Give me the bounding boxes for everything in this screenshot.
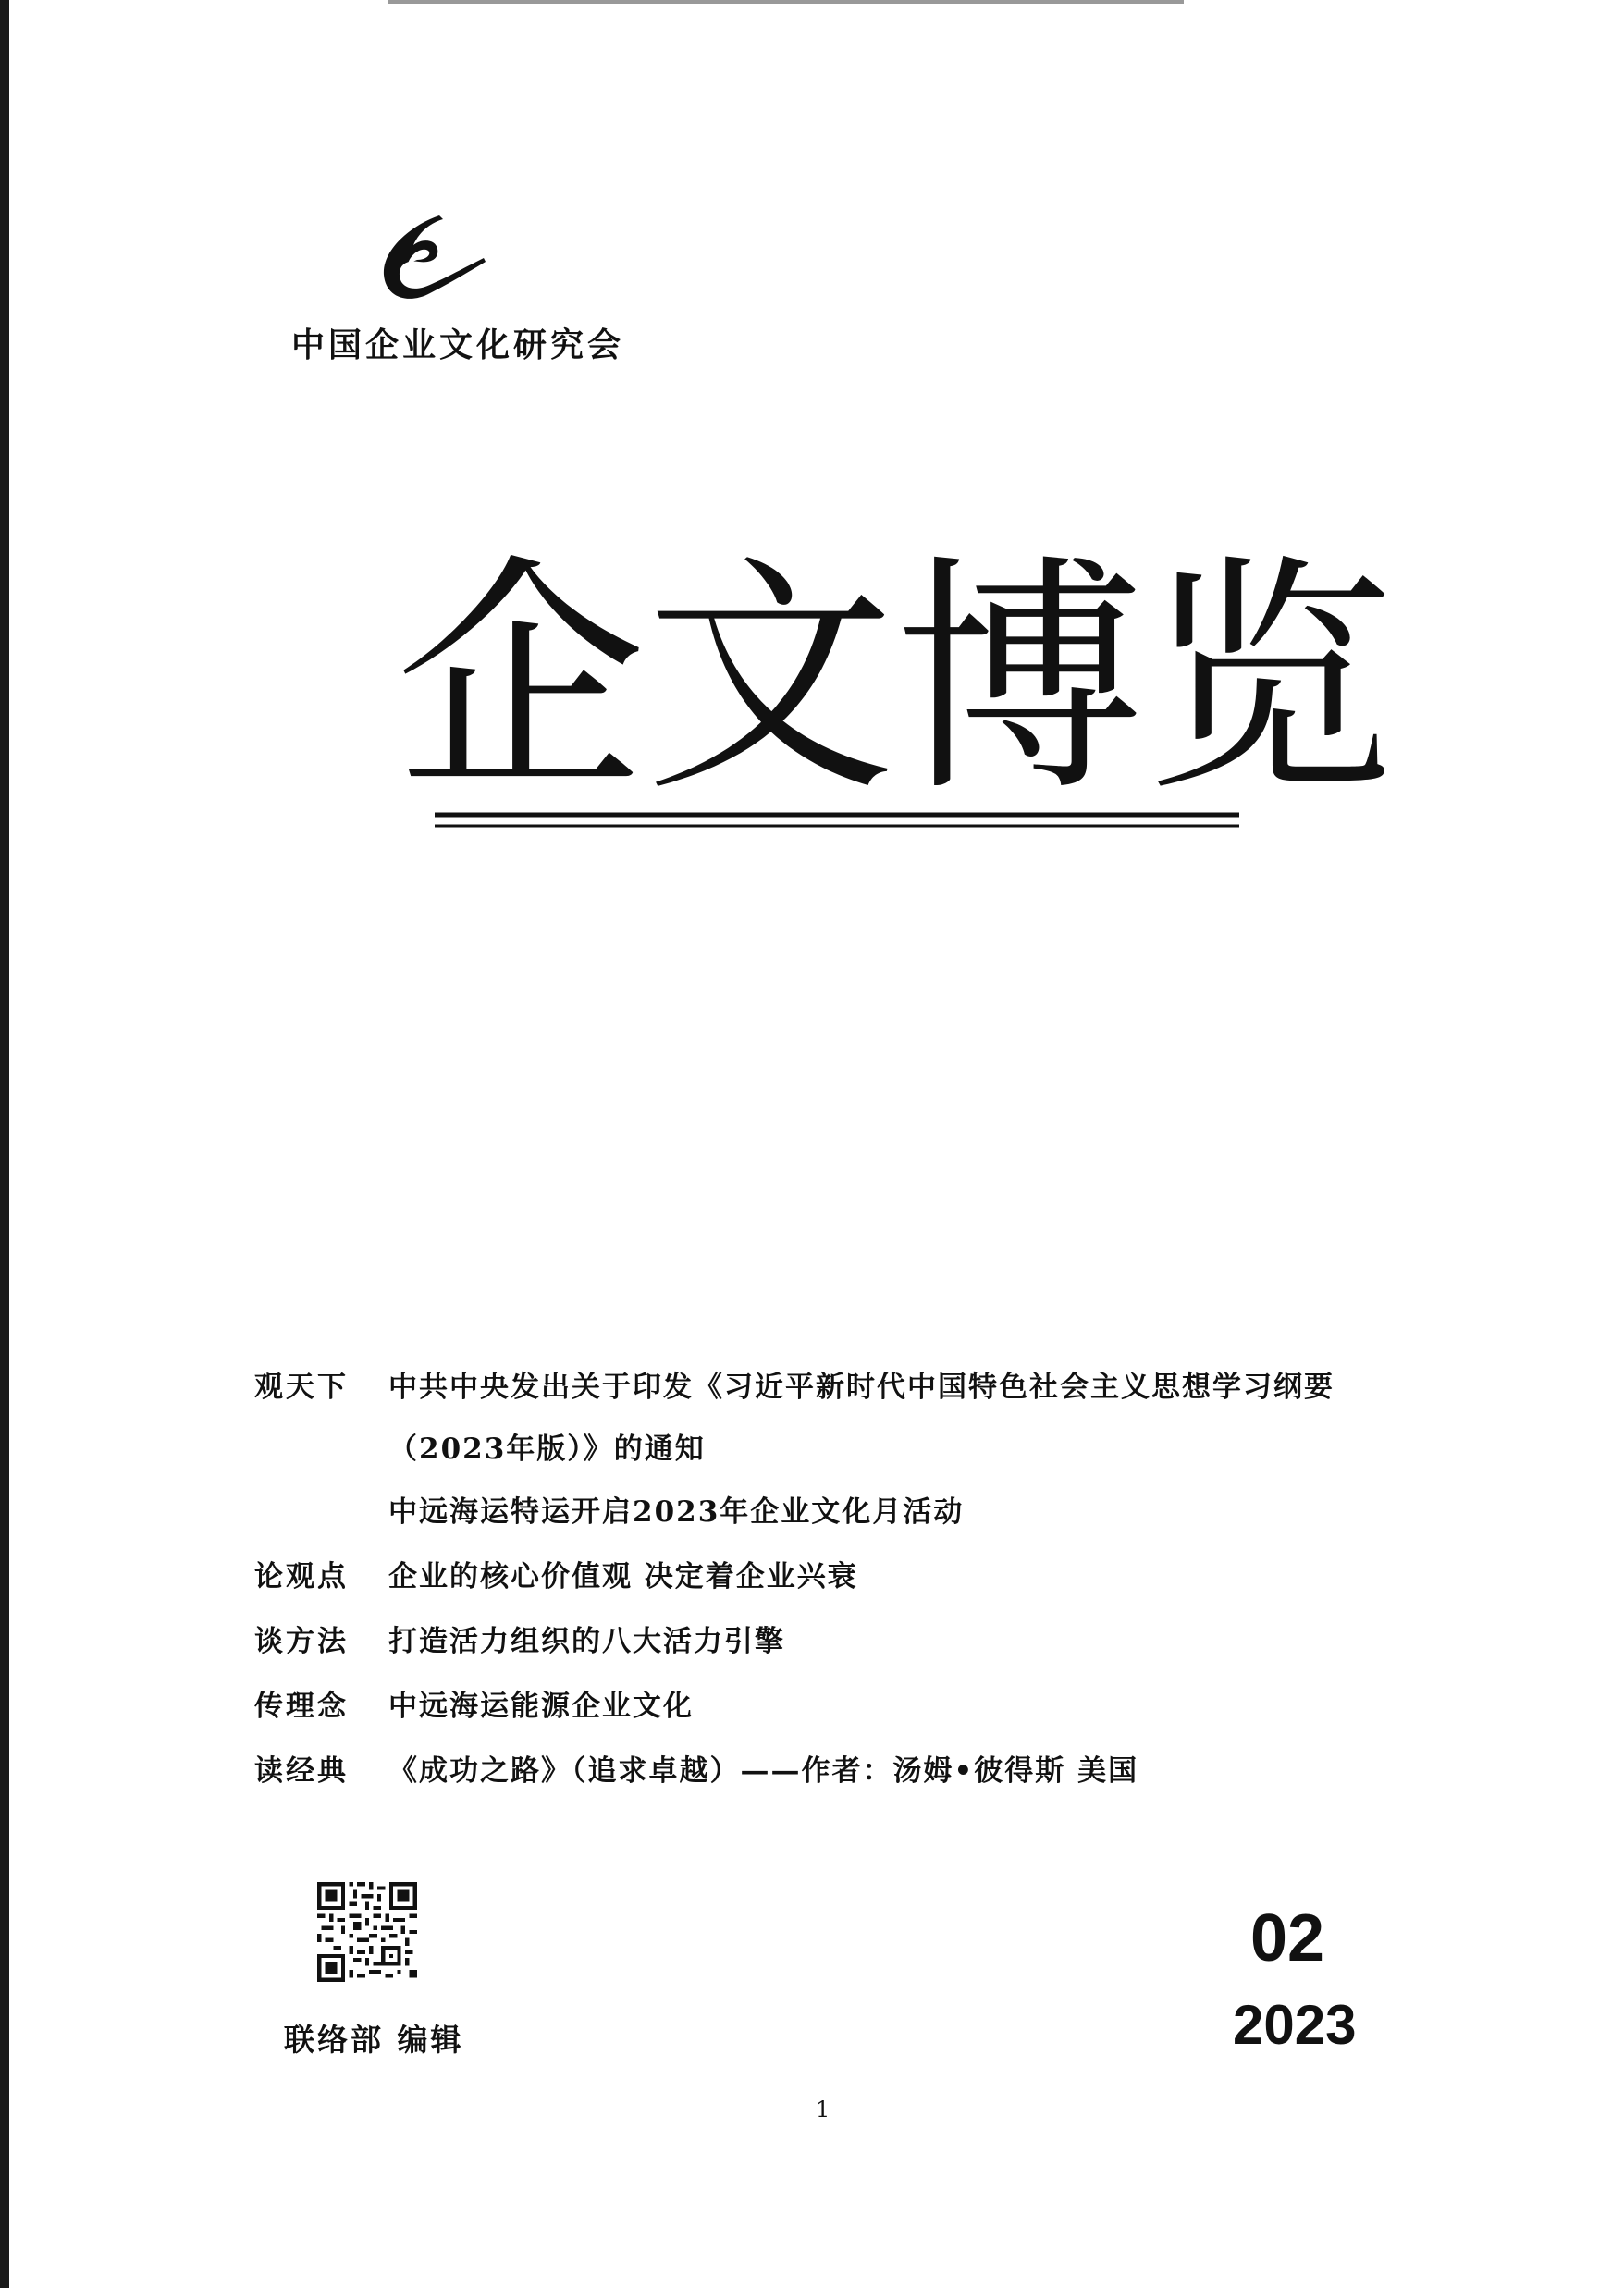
page-title: 企文博览	[396, 534, 1395, 825]
issue-year: 2023	[1233, 1994, 1357, 2056]
toc-entry: （2023年版）》的通知	[388, 1433, 706, 1466]
page-edge-top	[388, 0, 1184, 4]
toc-row	[254, 1739, 1457, 1803]
qr-code-icon	[317, 1882, 417, 1982]
page-edge	[0, 0, 9, 2288]
toc-row	[254, 1609, 1457, 1674]
editor-credit: 联络部 编辑	[284, 2022, 464, 2058]
toc-entry: 中共中央发出关于印发《习近平新时代中国特色社会主义思想学习纲要	[388, 1371, 1335, 1404]
toc-row	[254, 1355, 1457, 1420]
toc-section-label: 读经典	[254, 1754, 349, 1788]
e-swoosh-icon	[375, 208, 490, 310]
toc-entry: 打造活力组织的八大活力引擎	[388, 1625, 785, 1658]
toc-entry: 企业的核心价值观 决定着企业兴衰	[388, 1560, 858, 1593]
toc-section-label: 论观点	[254, 1560, 349, 1593]
toc-entry: 中远海运能源企业文化	[388, 1690, 694, 1723]
toc-entry: 《成功之路》（追求卓越）——作者：汤姆•彼得斯 美国	[388, 1754, 1139, 1788]
toc-row	[254, 1420, 1457, 1480]
title-double-rule	[435, 807, 1239, 835]
toc-row	[254, 1674, 1457, 1739]
toc-row	[254, 1544, 1457, 1609]
toc-section-label: 观天下	[254, 1371, 349, 1404]
table-of-contents	[254, 1355, 1457, 1803]
organization-name: 中国企业文化研究会	[291, 326, 625, 364]
toc-entry: 中远海运特运开启2023年企业文化月活动	[388, 1495, 965, 1529]
toc-section-label: 传理念	[254, 1690, 349, 1723]
toc-row	[254, 1480, 1457, 1544]
issue-number: 02	[1250, 1901, 1325, 1975]
toc-section-label: 谈方法	[254, 1625, 349, 1658]
page-number: 1	[816, 2097, 830, 2122]
